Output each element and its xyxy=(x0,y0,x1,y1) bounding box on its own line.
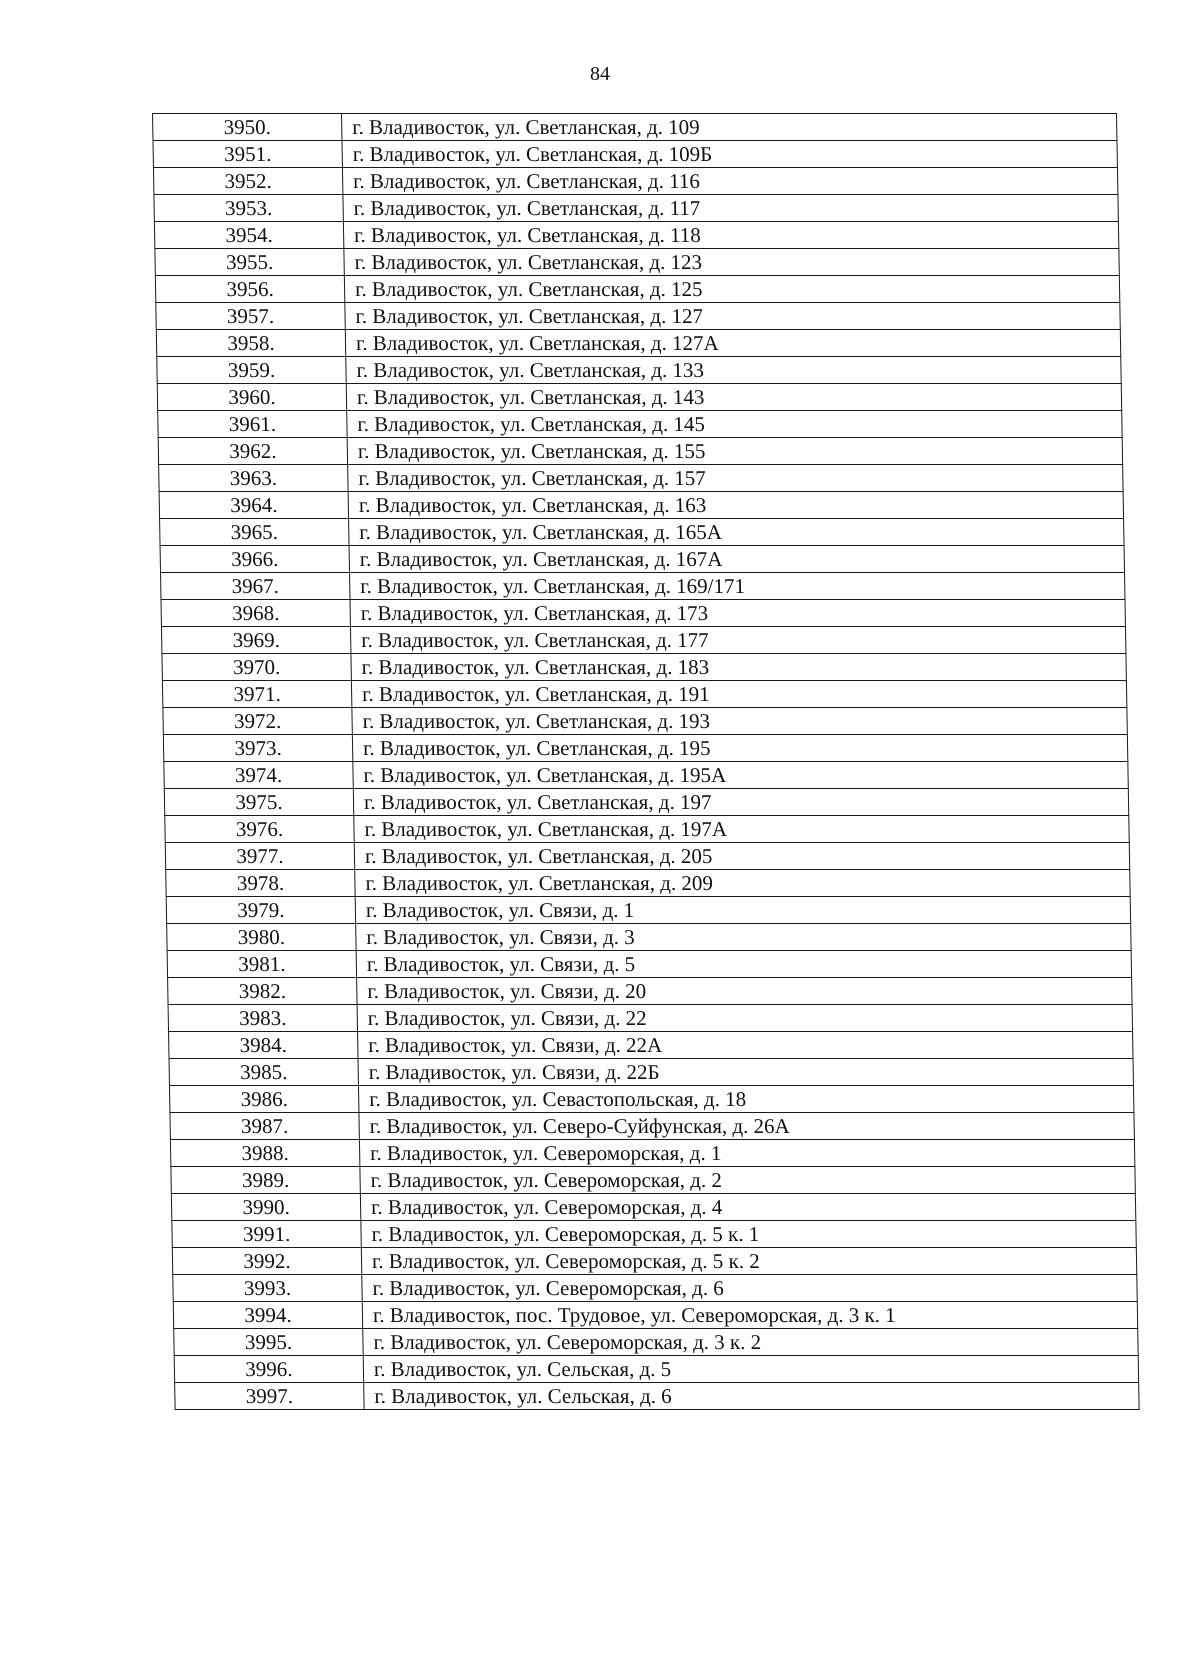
address-cell: г. Владивосток, ул. Светланская, д. 169/171 xyxy=(350,573,1125,600)
table-row xyxy=(169,1032,1133,1059)
row-number-cell: 3966. xyxy=(160,546,349,573)
row-number-cell: 3987. xyxy=(170,1113,359,1140)
table-row xyxy=(158,411,1122,438)
row-number-cell: 3991. xyxy=(172,1221,361,1248)
table-row xyxy=(153,141,1117,168)
row-number-cell: 3980. xyxy=(167,924,356,951)
row-number-cell: 3990. xyxy=(171,1194,360,1221)
row-number-cell: 3975. xyxy=(164,789,353,816)
address-cell: г. Владивосток, ул. Светланская, д. 197А xyxy=(354,816,1129,843)
row-number-cell: 3961. xyxy=(158,411,347,438)
table-row xyxy=(160,519,1124,546)
table-row xyxy=(159,492,1123,519)
address-cell: г. Владивосток, ул. Североморская, д. 3 к. 2 xyxy=(363,1329,1138,1356)
table-row xyxy=(174,1329,1138,1356)
row-number-cell: 3989. xyxy=(171,1167,360,1194)
address-cell: г. Владивосток, ул. Связи, д. 22 xyxy=(357,1005,1132,1032)
address-cell: г. Владивосток, ул. Светланская, д. 127 xyxy=(345,303,1120,330)
row-number-cell: 3988. xyxy=(170,1140,359,1167)
table-row xyxy=(156,303,1120,330)
row-number-cell: 3971. xyxy=(162,681,351,708)
address-cell: г. Владивосток, ул. Связи, д. 3 xyxy=(356,924,1131,951)
table-row xyxy=(161,573,1125,600)
row-number-cell: 3965. xyxy=(160,519,349,546)
address-cell: г. Владивосток, ул. Светланская, д. 123 xyxy=(344,249,1119,276)
table-row xyxy=(165,843,1129,870)
address-cell: г. Владивосток, ул. Светланская, д. 109Б xyxy=(342,141,1117,168)
table-row xyxy=(168,1005,1132,1032)
table-row xyxy=(170,1113,1134,1140)
table-row xyxy=(162,681,1126,708)
row-number-cell: 3957. xyxy=(156,303,345,330)
address-cell: г. Владивосток, ул. Светланская, д. 173 xyxy=(350,600,1125,627)
table-row xyxy=(155,276,1119,303)
address-cell: г. Владивосток, ул. Связи, д. 22А xyxy=(358,1032,1133,1059)
address-cell: г. Владивосток, ул. Светланская, д. 143 xyxy=(346,384,1121,411)
row-number-cell: 3993. xyxy=(173,1275,362,1302)
table-row xyxy=(159,465,1123,492)
row-number-cell: 3963. xyxy=(159,465,348,492)
address-cell: г. Владивосток, ул. Светланская, д. 165А xyxy=(349,519,1124,546)
table-row xyxy=(154,222,1118,249)
row-number-cell: 3974. xyxy=(164,762,353,789)
table-row xyxy=(162,654,1126,681)
address-cell: г. Владивосток, ул. Светланская, д. 117 xyxy=(343,195,1118,222)
address-cell: г. Владивосток, ул. Сельская, д. 5 xyxy=(363,1356,1138,1383)
table-row xyxy=(158,438,1122,465)
address-cell: г. Владивосток, ул. Светланская, д. 183 xyxy=(351,654,1126,681)
table-row xyxy=(173,1302,1137,1329)
row-number-cell: 3950. xyxy=(153,114,342,141)
address-cell: г. Владивосток, ул. Светланская, д. 195 xyxy=(352,735,1127,762)
address-cell: г. Владивосток, ул. Связи, д. 5 xyxy=(356,951,1131,978)
row-number-cell: 3983. xyxy=(168,1005,357,1032)
address-cell: г. Владивосток, ул. Североморская, д. 6 xyxy=(362,1275,1137,1302)
address-cell: г. Владивосток, ул. Светланская, д. 209 xyxy=(355,870,1130,897)
address-cell: г. Владивосток, ул. Светланская, д. 177 xyxy=(350,627,1125,654)
address-cell: г. Владивосток, пос. Трудовое, ул. Североморская, д. 3 к. 1 xyxy=(362,1302,1137,1329)
table-row xyxy=(164,789,1128,816)
row-number-cell: 3984. xyxy=(169,1032,358,1059)
table-row xyxy=(164,762,1128,789)
row-number-cell: 3992. xyxy=(172,1248,361,1275)
row-number-cell: 3985. xyxy=(169,1059,358,1086)
table-row xyxy=(174,1356,1138,1383)
row-number-cell: 3953. xyxy=(154,195,343,222)
row-number-cell: 3969. xyxy=(161,627,350,654)
row-number-cell: 3997. xyxy=(175,1383,364,1410)
table-row xyxy=(169,1086,1133,1113)
row-number-cell: 3994. xyxy=(173,1302,362,1329)
row-number-cell: 3968. xyxy=(161,600,350,627)
table-row xyxy=(153,168,1117,195)
table-row xyxy=(169,1059,1133,1086)
table-row xyxy=(155,249,1119,276)
address-cell: г. Владивосток, ул. Светланская, д. 167А xyxy=(349,546,1124,573)
address-cell: г. Владивосток, ул. Светланская, д. 109 xyxy=(342,114,1117,141)
address-cell: г. Владивосток, ул. Связи, д. 22Б xyxy=(358,1059,1133,1086)
address-cell: г. Владивосток, ул. Светланская, д. 191 xyxy=(351,681,1126,708)
address-cell: г. Владивосток, ул. Светланская, д. 127А xyxy=(345,330,1120,357)
row-number-cell: 3981. xyxy=(167,951,356,978)
address-cell: г. Владивосток, ул. Связи, д. 20 xyxy=(357,978,1132,1005)
address-cell: г. Владивосток, ул. Сельская, д. 6 xyxy=(364,1383,1139,1410)
address-cell: г. Владивосток, ул. Североморская, д. 2 xyxy=(360,1167,1135,1194)
table-row xyxy=(163,708,1127,735)
row-number-cell: 3996. xyxy=(174,1356,363,1383)
table-row xyxy=(160,546,1124,573)
row-number-cell: 3979. xyxy=(166,897,355,924)
table-row xyxy=(171,1194,1135,1221)
page-number: 84 xyxy=(590,63,610,85)
row-number-cell: 3956. xyxy=(155,276,344,303)
row-number-cell: 3962. xyxy=(158,438,347,465)
address-cell: г. Владивосток, ул. Светланская, д. 125 xyxy=(344,276,1119,303)
row-number-cell: 3967. xyxy=(161,573,350,600)
table-row xyxy=(170,1140,1134,1167)
table-row xyxy=(172,1248,1136,1275)
address-cell: г. Владивосток, ул. Светланская, д. 205 xyxy=(354,843,1129,870)
address-cell: г. Владивосток, ул. Светланская, д. 157 xyxy=(348,465,1123,492)
row-number-cell: 3959. xyxy=(157,357,346,384)
address-table-body xyxy=(153,114,1140,1410)
table-row xyxy=(161,627,1125,654)
table-row xyxy=(167,951,1131,978)
table-row xyxy=(154,195,1118,222)
address-cell: г. Владивосток, ул. Светланская, д. 155 xyxy=(347,438,1122,465)
table-row xyxy=(173,1275,1137,1302)
address-cell: г. Владивосток, ул. Светланская, д. 116 xyxy=(342,168,1117,195)
address-cell: г. Владивосток, ул. Светланская, д. 193 xyxy=(352,708,1127,735)
address-cell: г. Владивосток, ул. Светланская, д. 133 xyxy=(346,357,1121,384)
row-number-cell: 3986. xyxy=(169,1086,358,1113)
row-number-cell: 3951. xyxy=(153,141,342,168)
address-cell: г. Владивосток, ул. Североморская, д. 1 xyxy=(359,1140,1134,1167)
address-cell: г. Владивосток, ул. Светланская, д. 197 xyxy=(353,789,1128,816)
address-cell: г. Владивосток, ул. Североморская, д. 5 к. 1 xyxy=(361,1221,1136,1248)
address-cell: г. Владивосток, ул. Севастопольская, д. 18 xyxy=(358,1086,1133,1113)
table-row xyxy=(171,1167,1135,1194)
row-number-cell: 3995. xyxy=(174,1329,363,1356)
table-row xyxy=(163,735,1127,762)
table-row xyxy=(168,978,1132,1005)
row-number-cell: 3964. xyxy=(159,492,348,519)
table-row xyxy=(165,816,1129,843)
row-number-cell: 3976. xyxy=(165,816,354,843)
row-number-cell: 3972. xyxy=(163,708,352,735)
row-number-cell: 3970. xyxy=(162,654,351,681)
table-row xyxy=(175,1383,1139,1410)
address-cell: г. Владивосток, ул. Светланская, д. 118 xyxy=(343,222,1118,249)
row-number-cell: 3982. xyxy=(168,978,357,1005)
address-cell: г. Владивосток, ул. Североморская, д. 5 к. 2 xyxy=(361,1248,1136,1275)
row-number-cell: 3973. xyxy=(163,735,352,762)
table-row xyxy=(161,600,1125,627)
address-table xyxy=(152,113,1140,1410)
address-cell: г. Владивосток, ул. Связи, д. 1 xyxy=(355,897,1130,924)
address-cell: г. Владивосток, ул. Североморская, д. 4 xyxy=(360,1194,1135,1221)
row-number-cell: 3952. xyxy=(153,168,342,195)
row-number-cell: 3978. xyxy=(166,870,355,897)
address-cell: г. Владивосток, ул. Северо-Суйфунская, д. 26А xyxy=(359,1113,1134,1140)
row-number-cell: 3958. xyxy=(156,330,345,357)
address-cell: г. Владивосток, ул. Светланская, д. 145 xyxy=(347,411,1122,438)
row-number-cell: 3954. xyxy=(154,222,343,249)
table-row xyxy=(157,357,1121,384)
table-row xyxy=(172,1221,1136,1248)
address-cell: г. Владивосток, ул. Светланская, д. 195А xyxy=(353,762,1128,789)
table-row xyxy=(157,384,1121,411)
address-cell: г. Владивосток, ул. Светланская, д. 163 xyxy=(348,492,1123,519)
row-number-cell: 3955. xyxy=(155,249,344,276)
table-row xyxy=(153,114,1117,141)
row-number-cell: 3960. xyxy=(157,384,346,411)
table-row xyxy=(167,924,1131,951)
table-row xyxy=(156,330,1120,357)
table-row xyxy=(166,897,1130,924)
table-row xyxy=(166,870,1130,897)
row-number-cell: 3977. xyxy=(165,843,354,870)
